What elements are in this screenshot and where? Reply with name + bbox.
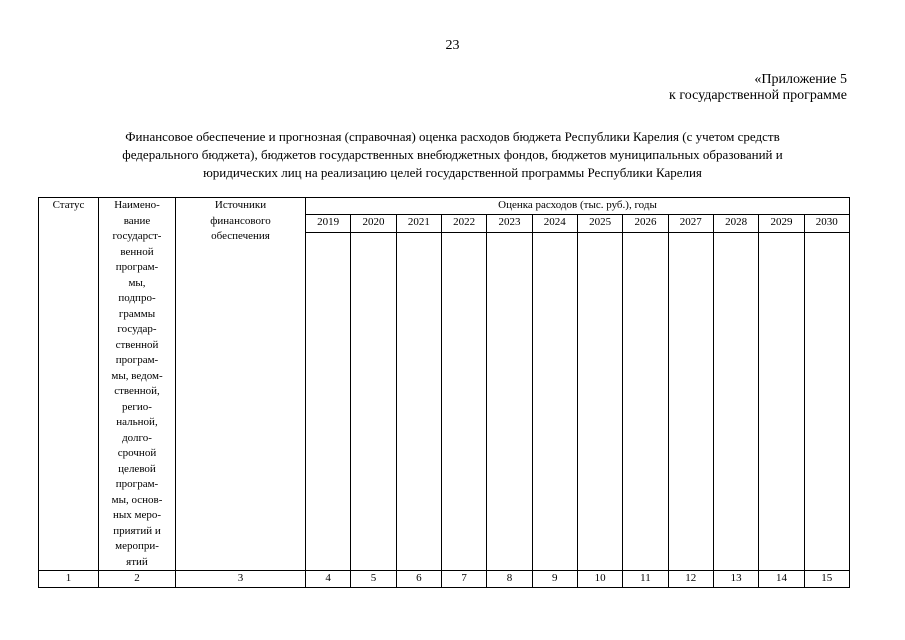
header-name-line: програм- [115,478,159,490]
column-number-cell: 6 [396,571,441,588]
title-line-2: федерального бюджета), бюджетов государственных внебюджетных фондов, бюджетов муниципальных образований и [122,147,783,162]
header-name-line: програм- [115,261,159,273]
year-header-cell: 2027 [668,215,713,232]
header-name-line: вание [123,214,151,227]
header-sources-line: финансового [210,214,271,227]
header-sources-line: обеспечения [211,230,270,242]
header-row [39,198,850,215]
header-name-line: срочной [117,447,157,459]
header-name-line: государ- [117,323,157,335]
column-number-cell: 12 [668,571,713,588]
year-header-cell: 2022 [441,215,486,232]
header-name-line: Наимено- [114,199,160,211]
empty-year-cell [441,232,486,570]
header-name-line: подпро- [118,292,156,304]
empty-year-cell [713,232,758,570]
column-number-cell: 11 [623,571,668,588]
column-number-cell: 3 [176,571,306,588]
header-name-line: долго- [122,431,152,444]
year-header-cell: 2021 [396,215,441,232]
empty-year-cell [668,232,713,570]
year-header-cell: 2019 [306,215,351,232]
column-numbers-row [39,571,850,588]
header-name-line: нальной, [116,416,158,428]
column-number-cell: 7 [441,571,486,588]
empty-year-cell [306,232,351,570]
empty-year-cell [577,232,622,570]
year-header-cell: 2025 [577,215,622,232]
header-name-line: мы, ведом- [111,369,163,382]
header-sources-line: Источники [214,199,267,211]
column-number-cell: 2 [99,571,176,588]
year-header-cell: 2029 [759,215,804,232]
header-estimate: Оценка расходов (тыс. руб.), годы [306,198,850,215]
empty-year-cell [532,232,577,570]
year-header-cell: 2030 [804,215,849,232]
empty-year-cell [804,232,849,570]
header-name-line: мы, основ- [111,493,163,506]
document-title [40,128,865,182]
year-header-cell: 2026 [623,215,668,232]
header-name-line: меропри- [115,540,159,552]
empty-year-cell [759,232,804,570]
title-line-1: Финансовое обеспечение и прогнозная (справочная) оценка расходов бюджета Республики Карелия (с учетом средств [125,129,780,144]
column-number-cell: 5 [351,571,396,588]
header-name-line: венной [120,245,154,258]
header-name-line: государст- [112,230,162,242]
year-header-cell: 2024 [532,215,577,232]
header-name-line: програм- [115,354,159,366]
appendix-label [669,72,847,104]
column-number-cell: 1 [39,571,99,588]
empty-year-cell [351,232,396,570]
column-number-cell: 8 [487,571,532,588]
column-number-cell: 13 [713,571,758,588]
year-header-cell: 2028 [713,215,758,232]
header-name-line: ственной, [114,385,160,397]
column-number-cell: 9 [532,571,577,588]
column-number-cell: 15 [804,571,849,588]
header-name [99,198,176,571]
header-sources [176,198,306,571]
column-number-cell: 14 [759,571,804,588]
empty-year-cell [623,232,668,570]
appendix-line-2: к государственной программе [669,88,847,103]
header-name-line: ственной [115,338,159,351]
year-header-cell: 2023 [487,215,532,232]
header-status: Статус [39,198,99,571]
header-name-line: граммы [118,307,156,320]
header-name-line: ных меро- [112,509,162,521]
appendix-line-1: «Приложение 5 [754,72,847,87]
header-name-line: приятий и [113,524,161,537]
header-name-line: мы, [128,276,146,289]
year-header-cell: 2020 [351,215,396,232]
empty-year-cell [396,232,441,570]
column-number-cell: 10 [577,571,622,588]
header-name-line: ятий [126,555,148,568]
page-number: 23 [445,38,460,53]
empty-year-cell [487,232,532,570]
header-name-line: целевой [118,462,156,475]
budget-table [38,197,850,588]
header-name-line: регио- [122,400,152,413]
title-line-3: юридических лиц на реализацию целей государственной программы Республики Карелия [203,165,702,180]
column-number-cell: 4 [306,571,351,588]
